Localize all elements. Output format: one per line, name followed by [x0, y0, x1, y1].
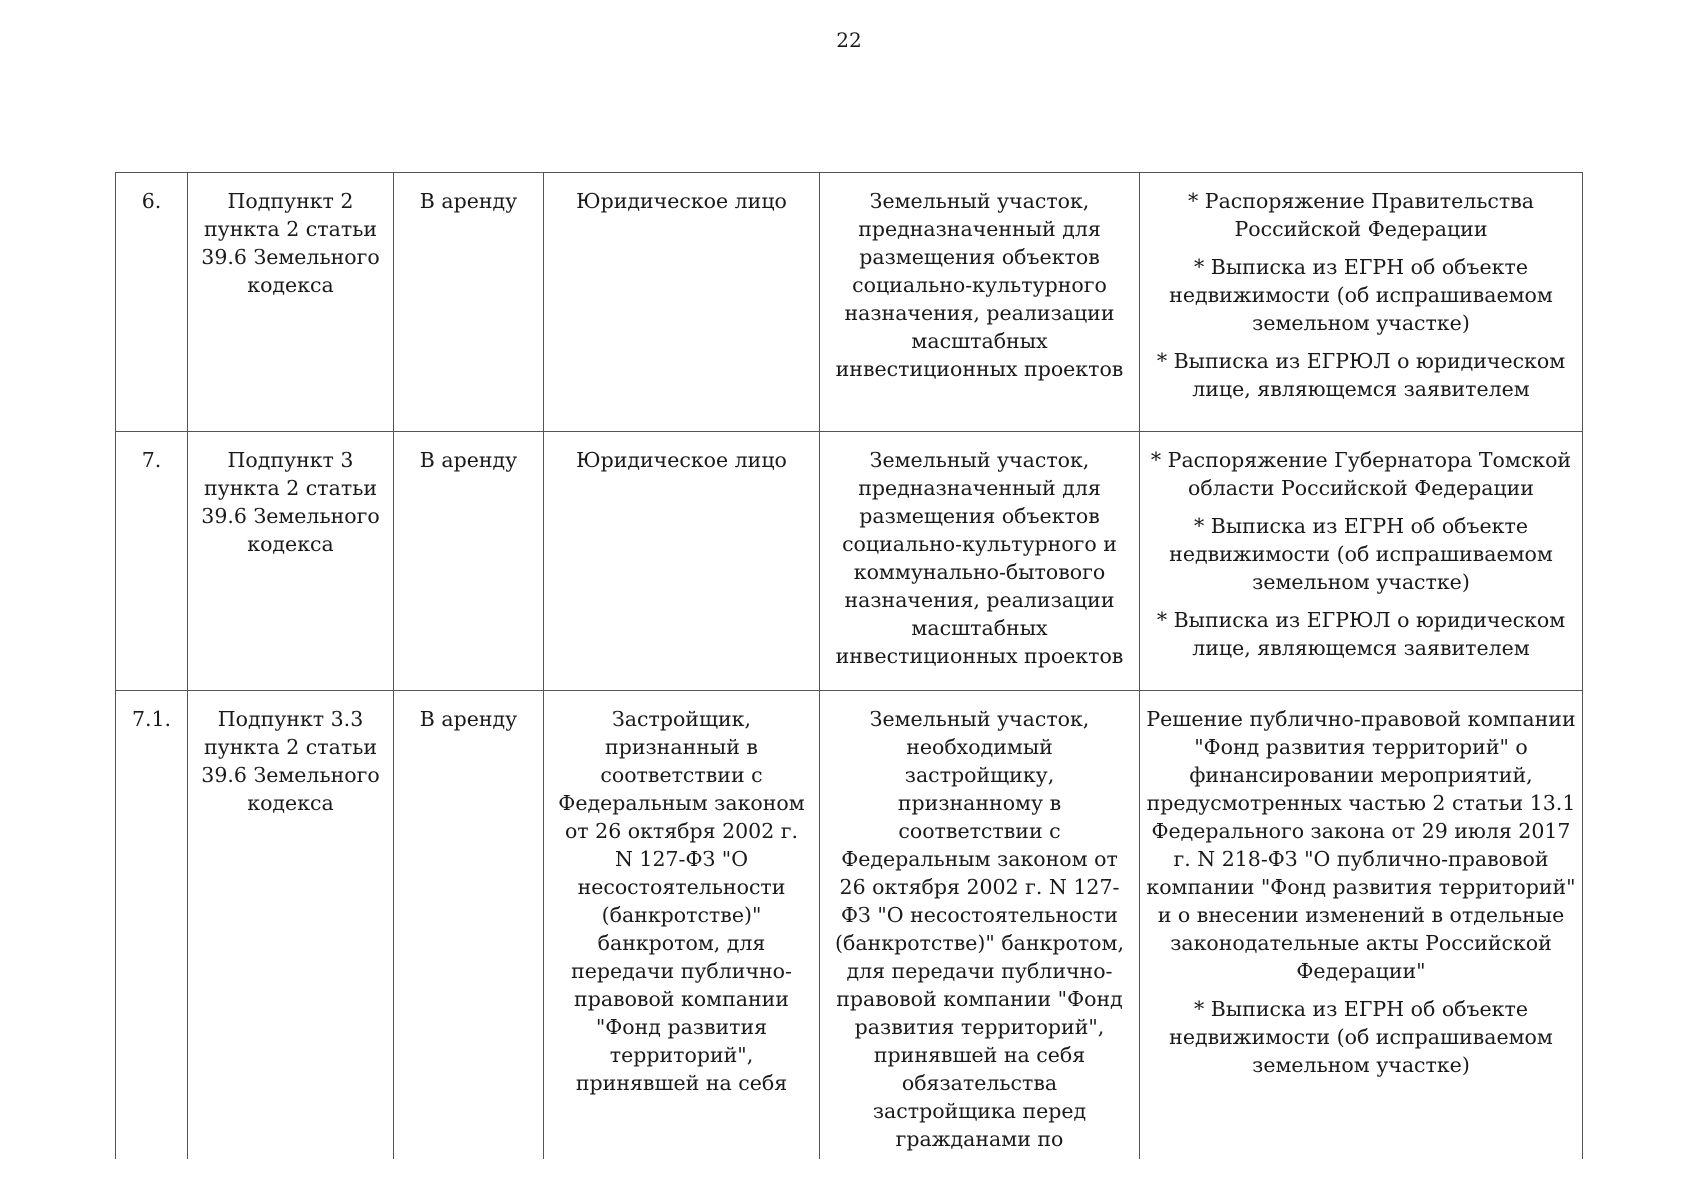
document-item: * Выписка из ЕГРН об объекте недвижимости (об испрашиваемом земельном участке) [1169, 997, 1553, 1077]
document-item: * Выписка из ЕГРН об объекте недвижимости (об испрашиваемом земельном участке) [1169, 514, 1553, 594]
table-row [116, 432, 1583, 691]
row-number: 7.1. [116, 691, 188, 1160]
document-item: * Выписка из ЕГРЮЛ о юридическом лице, являющемся заявителем [1156, 349, 1566, 401]
row-number: 6. [116, 173, 188, 432]
land-plot-purpose: Земельный участок, предназначенный для размещения объектов социально-культурного и коммунально-бытового назначения, реализации масштабных инвестиционных проектов [820, 432, 1140, 691]
land-plot-purpose: Земельный участок, предназначенный для размещения объектов социально-культурного назначения, реализации масштабных инвестиционных проектов [820, 173, 1140, 432]
legal-basis: Подпункт 3.3 пункта 2 статьи 39.6 Земельного кодекса [188, 691, 394, 1160]
table-row [116, 173, 1583, 432]
document-item: * Выписка из ЕГРЮЛ о юридическом лице, являющемся заявителем [1156, 608, 1566, 660]
land-plot-purpose: Земельный участок, необходимый застройщику, признанному в соответствии с Федеральным законом от 26 октября 2002 г. N 127-ФЗ "О несостоятельности (банкротстве)" банкротом, для передачи публично-правовой компании "Фонд развития территорий", принявшей на себя обязательства застройщика перед гражданами по [820, 691, 1140, 1160]
applicant: Застройщик, признанный в соответствии с Федеральным законом от 26 октября 2002 г. N 127-ФЗ "О несостоятельности (банкротстве)" банкротом, для передачи публично-правовой компании "Фонд развития территорий", принявшей на себя [544, 691, 820, 1160]
table-row [116, 691, 1583, 1160]
document-item: * Распоряжение Губернатора Томской области Российской Федерации [1150, 448, 1572, 500]
document-item: Решение публично-правовой компании "Фонд развития территорий" о финансировании мероприятий, предусмотренных частью 2 статьи 13.1 Федерального закона от 29 июля 2017 г. N 218-ФЗ "О публично-правовой компании "Фонд развития территорий" и о внесении изменений в отдельные законодательные акты Российской Федерации" [1146, 707, 1576, 983]
required-documents [1140, 432, 1583, 691]
document-item: * Распоряжение Правительства Российской Федерации [1188, 189, 1534, 241]
document-item: * Выписка из ЕГРН об объекте недвижимости (об испрашиваемом земельном участке) [1169, 255, 1553, 335]
land-plot-table [115, 172, 1583, 1159]
legal-basis: Подпункт 3 пункта 2 статьи 39.6 Земельного кодекса [188, 432, 394, 691]
applicant: Юридическое лицо [544, 432, 820, 691]
provision-type: В аренду [394, 691, 544, 1160]
required-documents [1140, 173, 1583, 432]
provision-type: В аренду [394, 432, 544, 691]
row-number: 7. [116, 432, 188, 691]
page-number: 22 [836, 28, 862, 52]
applicant: Юридическое лицо [544, 173, 820, 432]
provision-type: В аренду [394, 173, 544, 432]
legal-basis: Подпункт 2 пункта 2 статьи 39.6 Земельного кодекса [188, 173, 394, 432]
required-documents [1140, 691, 1583, 1160]
